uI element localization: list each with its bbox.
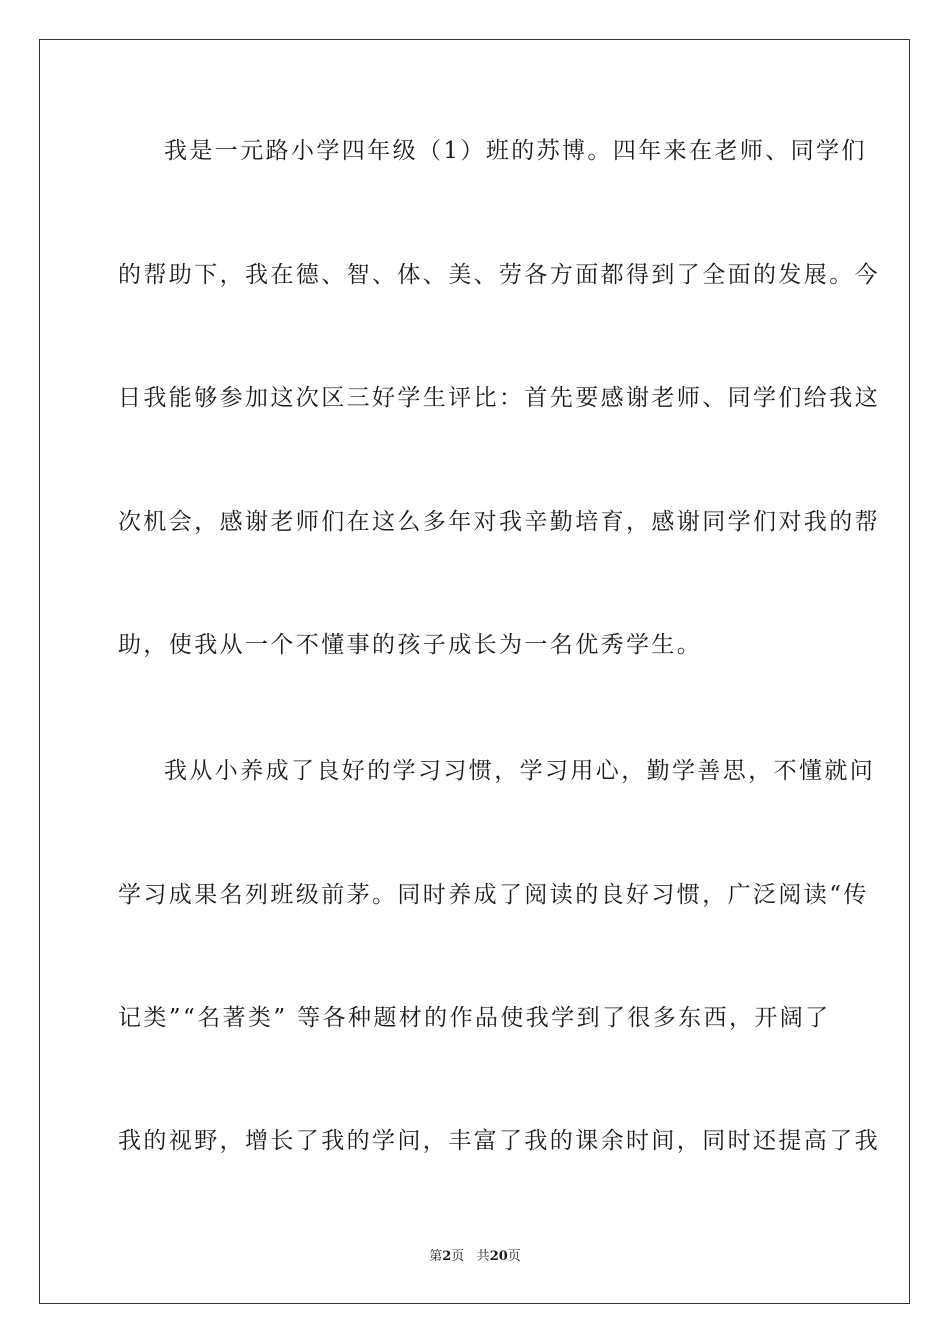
total-pages: 20 (489, 1249, 508, 1264)
text-line-9: 我的视野，增长了我的学问，丰富了我的课余时间，同时还提高了我 (118, 1128, 880, 1154)
page-suffix: 页 (451, 1249, 465, 1264)
page-footer (0, 1248, 950, 1266)
total-prefix: 共 (476, 1249, 490, 1264)
text-line-2: 的帮助下，我在德、智、体、美、劳各方面都得到了全面的发展。今 (118, 262, 880, 288)
text-line-4: 次机会，感谢老师们在这么多年对我辛勤培育，感谢同学们对我的帮 (118, 509, 880, 535)
text-line-6: 我从小养成了良好的学习习惯，学习用心，勤学善思，不懂就问 (164, 758, 876, 784)
text-line-1: 我是一元路小学四年级（1）班的苏博。四年来在老师、同学们 (164, 138, 867, 164)
page-border (39, 39, 910, 1304)
text-line-5: 助，使我从一个不懂事的孩子成长为一名优秀学生。 (118, 632, 703, 658)
page-number: 2 (442, 1249, 452, 1264)
text-line-7: 学习成果名列班级前茅。同时养成了阅读的良好习惯，广泛阅读“传 (118, 882, 869, 908)
text-line-3: 日我能够参加这次区三好学生评比：首先要感谢老师、同学们给我这 (118, 385, 880, 411)
text-line-8: 记类”“名著类” 等各种题材的作品使我学到了很多东西，开阔了 (118, 1005, 831, 1031)
total-suffix: 页 (507, 1249, 521, 1264)
page-prefix: 第 (429, 1249, 443, 1264)
